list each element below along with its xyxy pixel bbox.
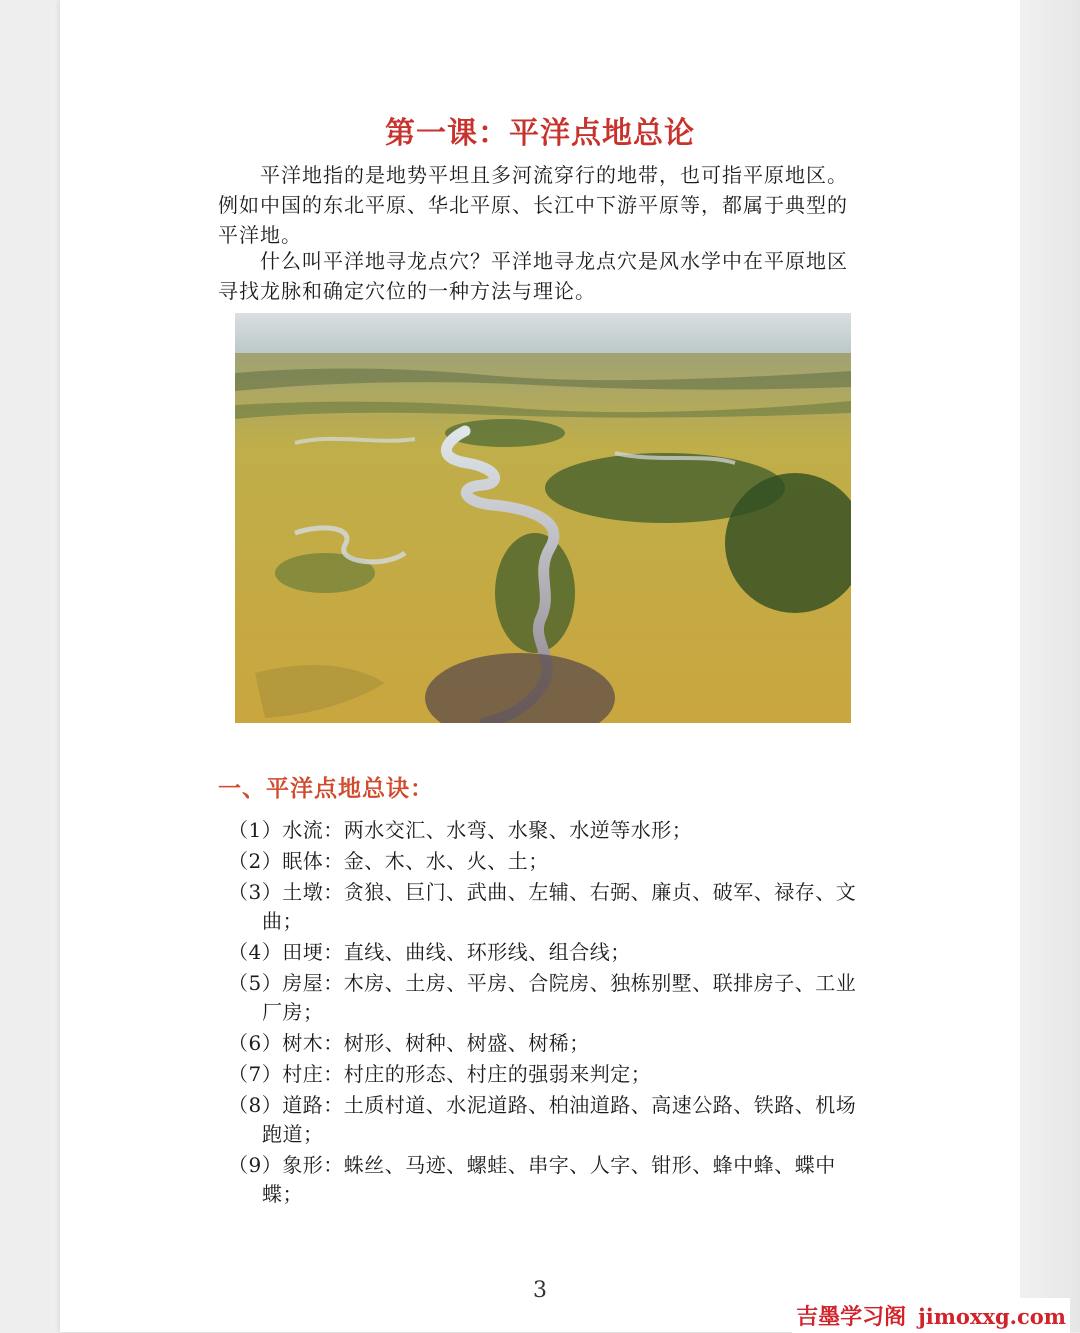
intro-paragraph: 平洋地指的是地势平坦且多河流穿行的地带，也可指平原地区。例如中国的东北平原、华北平原、长江中下游平原等，都属于典型的平洋地。 [218, 163, 848, 247]
watermark [792, 1298, 1070, 1333]
list-item: （9）象形：蛛丝、马迹、螺蛙、串字、人字、钳形、蜂中蜂、蝶中蝶； [228, 1153, 836, 1206]
rules-list [228, 816, 868, 1211]
page-number: 3 [533, 1278, 547, 1303]
watermark-name: 吉墨学习阁 [796, 1305, 907, 1330]
watermark-domain: jimoxxg.com [918, 1304, 1066, 1329]
definition-paragraph: 什么叫平洋地寻龙点穴？平洋地寻龙点穴是风水学中在平原地区寻找龙脉和确定穴位的一种方法与理论。 [218, 249, 848, 303]
page-title: 第一课：平洋点地总论 [385, 116, 695, 151]
list-item: （6）树木：树形、树种、树盛、树稀； [228, 1031, 590, 1055]
section-heading: 一、平洋点地总诀： [218, 775, 434, 802]
list-item: （3）土墩：贪狼、巨门、武曲、左辅、右弼、廉贞、破军、禄存、文曲； [228, 880, 857, 933]
list-item: （1）水流：两水交汇、水弯、水聚、水逆等水形； [228, 818, 693, 842]
list-item: （7）村庄：村庄的形态、村庄的强弱来判定； [228, 1062, 652, 1086]
list-item: （5）房屋：木房、土房、平房、合院房、独栋别墅、联排房子、工业厂房； [228, 971, 857, 1024]
plain-river-aerial-photo [235, 313, 851, 723]
list-item: （8）道路：土质村道、水泥道路、柏油道路、高速公路、铁路、机场跑道； [228, 1093, 857, 1146]
list-item: （2）眠体：金、木、水、火、土； [228, 849, 549, 873]
list-item: （4）田埂：直线、曲线、环形线、组合线； [228, 940, 631, 964]
page-edge-shadow [1020, 0, 1080, 1332]
